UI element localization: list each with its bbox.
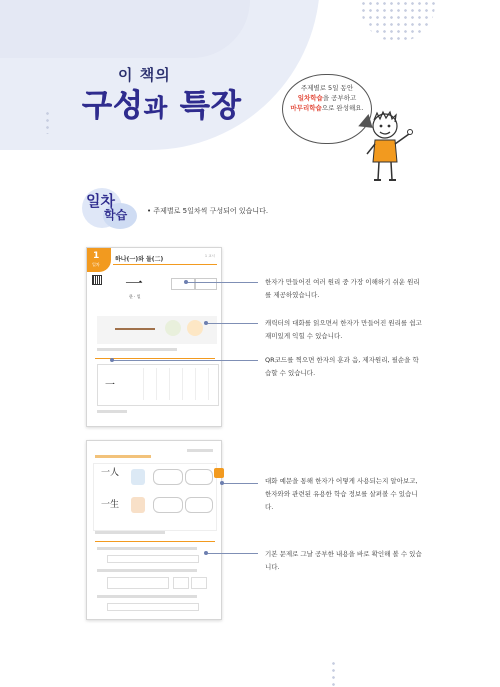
- stroke-brush: [115, 328, 155, 330]
- page-thumbnail-day1-back: [86, 440, 222, 620]
- dialog-bubble: [153, 469, 183, 485]
- bubble-line-3-rest: 으로 완성해요.: [321, 104, 364, 112]
- text-line: [97, 410, 127, 413]
- callout-dot-1: [184, 280, 188, 284]
- page-title-join: 과: [143, 94, 169, 122]
- side-tab-marker: [214, 468, 224, 478]
- callout-dot-4: [220, 481, 224, 485]
- note-4: 대화 예문을 통해 한자가 어떻게 사용되는지 알아보고, 한자와와 관련된 유용한 학습 정보를 살펴볼 수 있습니다.: [265, 477, 418, 511]
- callout-line-3: [112, 360, 258, 361]
- answer-box: [107, 555, 199, 563]
- example-word-1: 一人: [101, 468, 120, 478]
- answer-box: [191, 577, 207, 589]
- info-box: [195, 278, 217, 290]
- dot-pattern-bottom: [330, 660, 337, 687]
- page-title-small: 이 책의: [118, 66, 171, 84]
- character-icon: [187, 320, 203, 336]
- callout-dot-5: [204, 551, 208, 555]
- dialog-bubble: [185, 497, 213, 513]
- callout-line-5: [206, 553, 258, 554]
- illustration: [131, 469, 145, 485]
- callout-line-4: [222, 483, 258, 484]
- note-1: 한자가 만들어진 여러 원리 중 가장 이해하기 쉬운 원리를 제공하였습니다.: [265, 278, 420, 299]
- speech-bubble: [282, 74, 372, 144]
- illustration: [131, 497, 145, 513]
- dialog-bubble: [185, 469, 213, 485]
- answer-box: [173, 577, 189, 589]
- bubble-highlight-1: 일차학습: [297, 94, 323, 102]
- bubble-line-2-rest: 을 공부하고: [322, 94, 357, 102]
- character-icon: [165, 320, 181, 336]
- section-description: • 주제별로 5일차씩 구성되어 있습니다.: [147, 207, 269, 215]
- page-number: 1 교시: [204, 254, 215, 258]
- text-line: [97, 348, 177, 351]
- info-box: [171, 278, 195, 290]
- bubble-line-3: [283, 103, 371, 113]
- note-3: QR코드를 찍으면 한자의 훈과 음, 제자원리, 필순을 학습할 수 있습니다.: [265, 356, 419, 377]
- page-title: [82, 80, 242, 125]
- practice-cells: [131, 368, 215, 400]
- day-label: 일차: [92, 262, 100, 267]
- page-title-part-b: 특장: [179, 88, 242, 124]
- dot-pattern-left: [44, 110, 51, 134]
- hanja-sound-label: 일: [136, 294, 141, 299]
- callout-line-2: [206, 323, 258, 324]
- dialog-bubble: [153, 497, 183, 513]
- page-number-line: [187, 449, 213, 452]
- page-title-part-a: 구성: [82, 88, 144, 124]
- question-line: [97, 569, 197, 572]
- question-line: [97, 547, 197, 550]
- bubble-highlight-2: 마무리학습: [290, 104, 322, 112]
- dot-pattern-top-right: [360, 0, 435, 42]
- section-rule: [95, 541, 215, 542]
- note-5: 기본 문제로 그날 공부한 내용을 바로 확인해 볼 수 있습니다.: [265, 550, 422, 571]
- qr-code-icon: [93, 276, 101, 284]
- callout-line-1: [186, 282, 258, 283]
- section-badge-bottom: 학습: [104, 208, 128, 222]
- header-line: [95, 455, 151, 458]
- callout-dot-2: [204, 321, 208, 325]
- bubble-line-1: 주제별로 5일 동안: [300, 84, 354, 92]
- day-number: 1: [93, 251, 100, 261]
- hanja-meaning-label: 한: [129, 294, 133, 299]
- mascot-illustration: [365, 110, 415, 190]
- callout-dot-3: [110, 358, 114, 362]
- answer-box: [107, 603, 199, 611]
- hanja-sound-meaning: 한 · 일: [129, 294, 141, 299]
- note-2: 캐릭터의 대화를 읽으면서 한자가 만들어진 원리를 쉽고 재미있게 익힐 수 있습니다.: [265, 319, 422, 340]
- text-line: [95, 531, 165, 534]
- header-background-blob-top: [0, 0, 250, 58]
- heading-rule: [113, 264, 217, 265]
- example-word-2: 一生: [101, 500, 120, 510]
- page-thumbnail-day1: [86, 247, 222, 427]
- hanja-big-char: 一: [125, 274, 143, 295]
- section-badge-top: 일차: [86, 192, 115, 210]
- lesson-heading: 하나(一)와 둘(二): [115, 256, 164, 263]
- question-line: [97, 595, 197, 598]
- bubble-line-2: [283, 93, 371, 103]
- answer-box: [107, 577, 169, 589]
- practice-char: 一: [105, 380, 115, 391]
